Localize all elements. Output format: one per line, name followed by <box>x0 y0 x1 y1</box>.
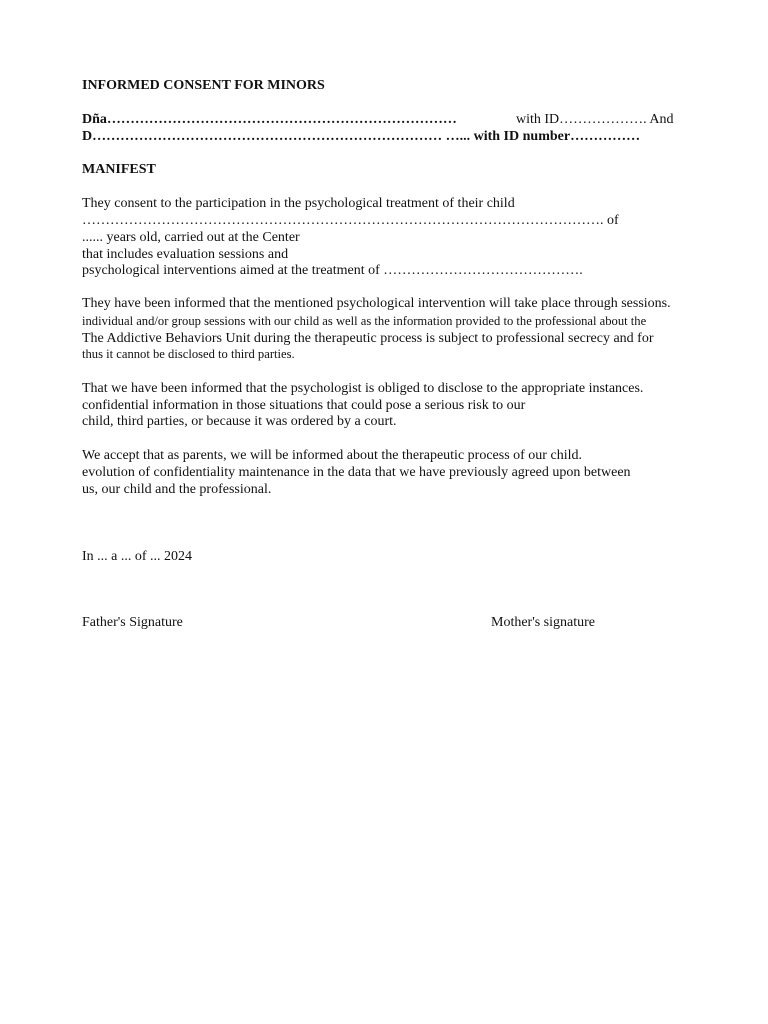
para4-line1: We accept that as parents, we will be informed about the therapeutic process of our child. <box>82 448 582 463</box>
para1-line4: that includes evaluation sessions and <box>82 247 289 262</box>
mother-signature-label: Mother's signature <box>491 615 596 630</box>
para2-line1: They have been informed that the mentioned psychological intervention will take place through sessions. <box>82 296 671 311</box>
manifest-heading: MANIFEST <box>82 162 156 177</box>
para1-line1: They consent to the participation in the psychological treatment of their child <box>82 196 515 211</box>
para4-line3: us, our child and the professional. <box>82 482 272 497</box>
para1-line5: psychological interventions aimed at the treatment of ……………………………………. <box>82 263 583 278</box>
para4-line2: evolution of confidentiality maintenance in the data that we have previously agreed upon between <box>82 465 631 480</box>
para2-line4: thus it cannot be disclosed to third parties. <box>82 347 295 361</box>
party-mother-id-field: with ID………………. And <box>516 112 674 127</box>
para1-line2: …………………………………………………………………………………………………. of <box>82 213 619 228</box>
party-father-line: D………………………………………………………………… …... with ID number…………… <box>82 129 641 144</box>
date-line: In ... a ... of ... 2024 <box>82 549 193 564</box>
para2-line3: The Addictive Behaviors Unit during the therapeutic process is subject to professional secrecy and for <box>82 331 654 346</box>
para3-line3: child, third parties, or because it was ordered by a court. <box>82 414 397 429</box>
para3-line1: That we have been informed that the psychologist is obliged to disclose to the appropriate instances. <box>82 381 644 396</box>
para1-line3: ...... years old, carried out at the Center <box>82 230 300 245</box>
para2-line2: individual and/or group sessions with our child as well as the information provided to the professional about the <box>82 314 647 328</box>
party-mother-name-field: Dña………………………………………………………………… <box>82 112 457 127</box>
para3-line2: confidential information in those situations that could pose a serious risk to our <box>82 398 526 413</box>
father-signature-label: Father's Signature <box>82 615 183 630</box>
document-title: INFORMED CONSENT FOR MINORS <box>82 78 325 93</box>
